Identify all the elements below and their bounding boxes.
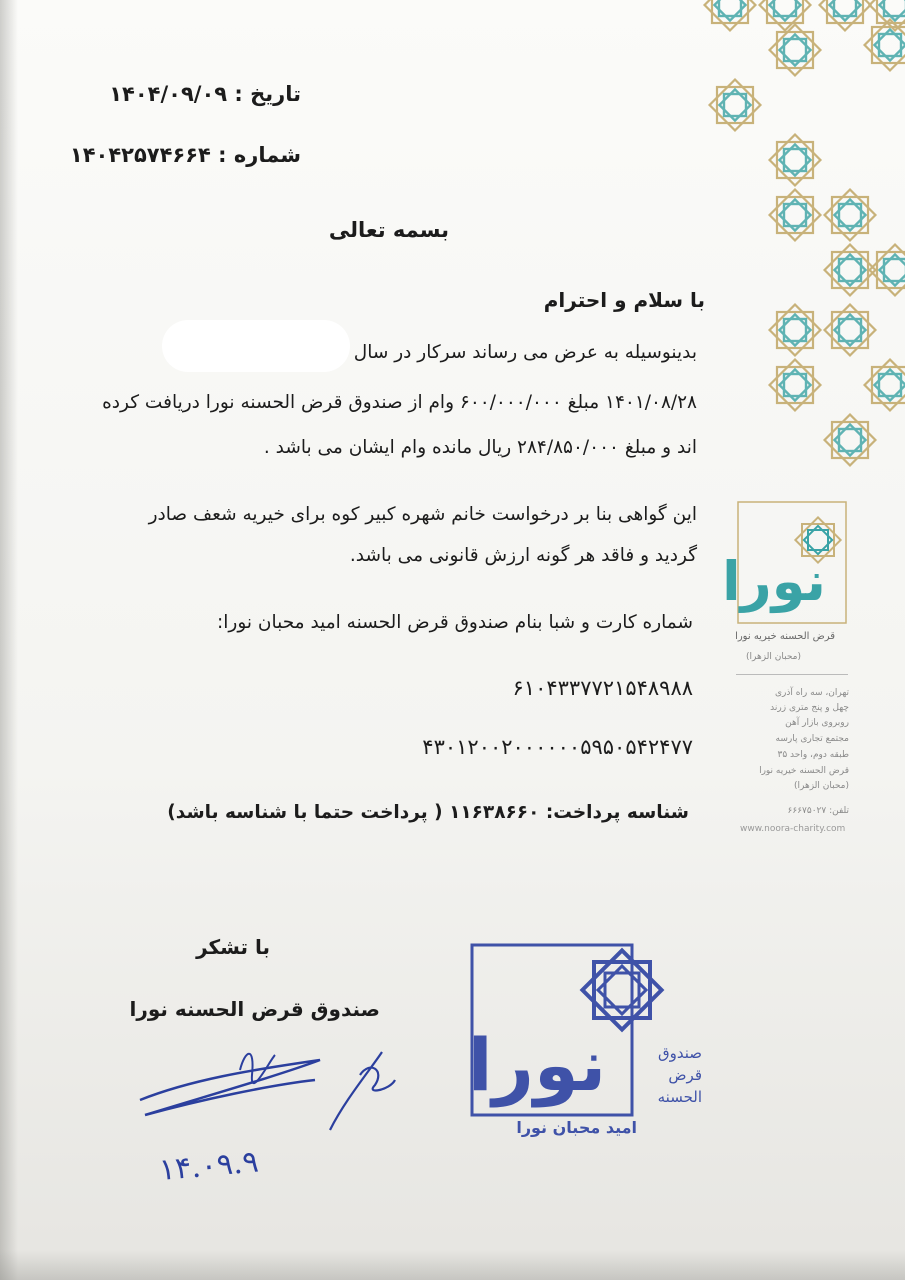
card-number: ۶۱۰۴۳۳۷۷۲۱۵۴۸۹۸۸ [512, 676, 693, 700]
bank-info-title: شماره کارت و شبا بنام صندوق قرض الحسنه امید محبان نورا: [217, 612, 693, 633]
sender-name: صندوق قرض الحسنه نورا [129, 997, 380, 1021]
stamp-caption: امید محبان نورا [516, 1118, 637, 1137]
stamp-wordmark: نورا [467, 1023, 607, 1107]
letter-number: شماره : ۱۴۰۴۲۵۷۴۶۶۴ [69, 143, 301, 167]
paragraph-line: اند و مبلغ ۲۸۴/۸۵۰/۰۰۰ ریال مانده وام ایشان می باشد . [263, 437, 697, 458]
letter-heading: بسمه تعالی [328, 218, 449, 242]
sheba-number: ۴۳۰۱۲۰۰۲۰۰۰۰۰۰۵۹۵۰۵۴۲۴۷۷ [422, 735, 693, 759]
phone-line: تلفن: ۶۶۶۷۵۰۲۷ [787, 806, 849, 816]
redacted-name [162, 320, 350, 372]
handwritten-signature [130, 1040, 410, 1190]
paragraph-line: ۱۴۰۱/۰۸/۲۸ مبلغ ۶۰۰/۰۰۰/۰۰۰ وام از صندوق قرض الحسنه نورا دریافت کرده [102, 392, 697, 413]
islamic-pattern-decoration [700, 0, 905, 480]
address-line: چهل و پنج متری زرند [770, 703, 849, 713]
stamp-side-line: صندوق [657, 1044, 702, 1062]
signature-date: ۱۴.۰۹.۹ [157, 1144, 260, 1188]
closing-thanks: با تشکر [196, 935, 270, 959]
official-stamp [452, 940, 707, 1140]
paragraph-line: بدینوسیله به عرض می رساند سرکار در سال [353, 342, 697, 363]
address-line: (محبان الزهرا) [793, 781, 849, 791]
address-line: مجتمع تجاری پارسه [775, 734, 849, 744]
stamp-side-line: الحسنه [657, 1088, 702, 1106]
website-link[interactable]: www.noora-charity.com [740, 824, 846, 834]
letterhead-name: قرض الحسنه خیریه نورا [735, 631, 835, 642]
address-line: تهران، سه راه آذری [774, 688, 849, 698]
page-bottom-edge [0, 1250, 905, 1280]
address-line: روبروی بازار آهن [785, 718, 849, 728]
stamp-side-line: قرض [668, 1066, 702, 1084]
noora-logo [722, 500, 848, 625]
page-shadow [0, 0, 18, 1280]
payment-id: شناسه پرداخت: ۱۱۶۳۸۶۶۰ ( پرداخت حتما با شناسه باشد) [167, 802, 689, 823]
paragraph-line: گردید و فاقد هر گونه ارزش قانونی می باشد. [349, 545, 697, 566]
address-line: طبقه دوم، واحد ۳۵ [777, 750, 849, 760]
letter-date: تاریخ : ۱۴۰۴/۰۹/۰۹ [109, 82, 301, 106]
letterhead-subtitle: (محبان الزهرا) [745, 652, 801, 662]
paragraph-line: این گواهی بنا بر درخواست خانم شهره کبیر کوه برای خیریه شعف صادر [148, 504, 697, 525]
greeting: با سلام و احترام [543, 288, 705, 312]
letterhead-divider [736, 674, 848, 675]
logo-wordmark: نورا [722, 550, 826, 613]
address-line: قرض الحسنه خیریه نورا [759, 766, 849, 776]
